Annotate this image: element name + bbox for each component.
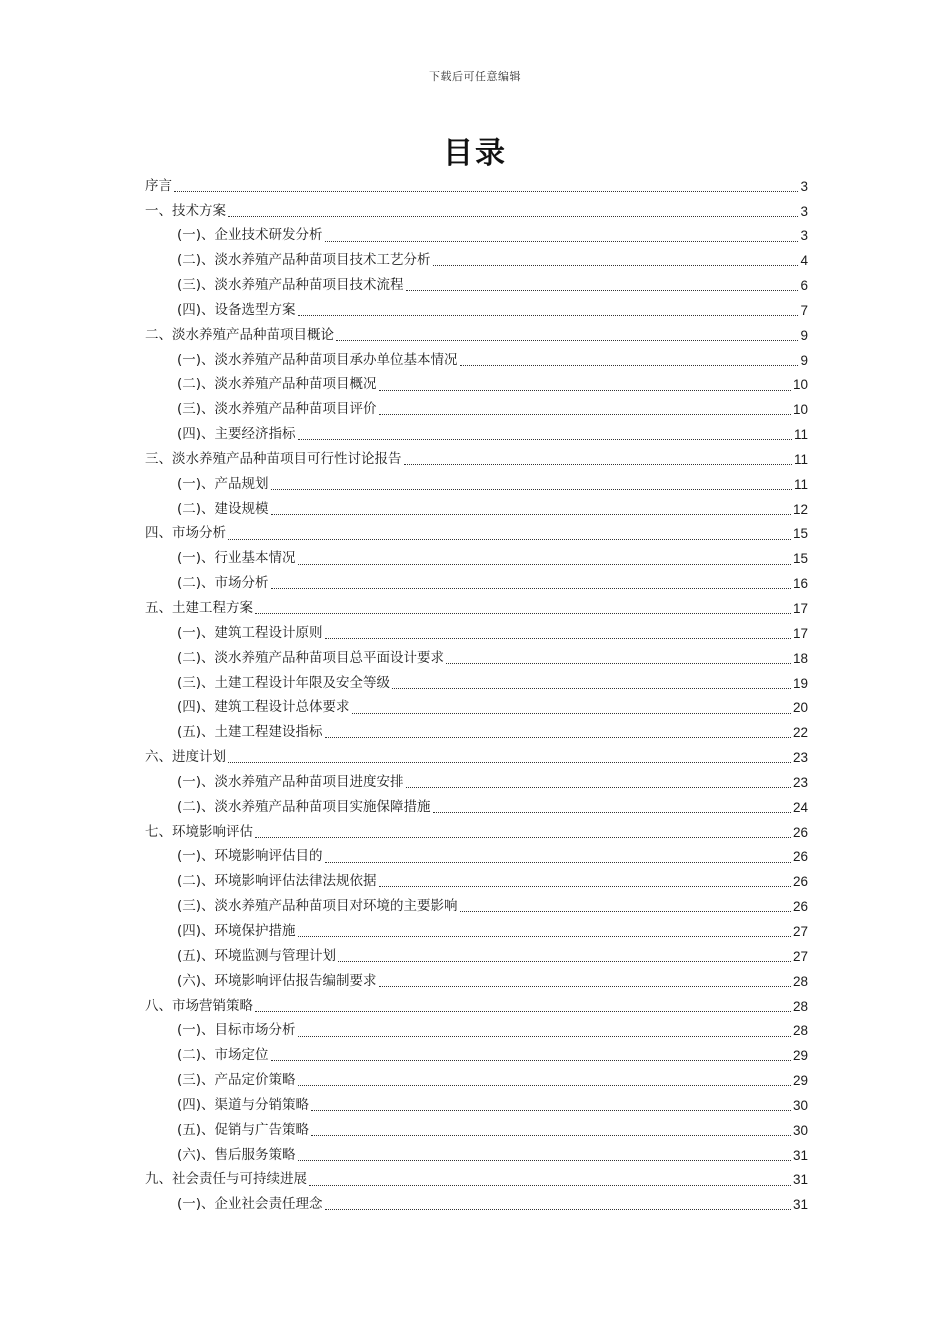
- toc-subentry[interactable]: [145, 1093, 808, 1118]
- dot-leader: [446, 662, 791, 664]
- dot-leader: [404, 463, 792, 465]
- dot-leader: [255, 1010, 791, 1012]
- toc-entry-label: (六)、售后服务策略: [177, 1146, 296, 1163]
- dot-leader: [298, 1035, 791, 1037]
- toc-entry-page-number: 22: [792, 725, 808, 741]
- toc-entry-label: (一)、淡水养殖产品种苗项目进度安排: [177, 773, 404, 790]
- toc-entry-page-number: 19: [792, 675, 808, 691]
- dot-leader: [338, 960, 791, 962]
- header-note: 下载后可任意编辑: [429, 70, 521, 83]
- toc-entry[interactable]: [145, 820, 808, 845]
- dot-leader: [352, 712, 791, 714]
- dot-leader: [298, 1084, 791, 1086]
- dot-leader: [298, 935, 791, 937]
- dot-leader: [228, 761, 791, 763]
- toc-entry-label: (二)、淡水养殖产品种苗项目实施保障措施: [177, 798, 431, 815]
- dot-leader: [325, 861, 791, 863]
- toc-entry-label: (一)、行业基本情况: [177, 550, 296, 567]
- dot-leader: [271, 513, 791, 515]
- toc-entry-page-number: 30: [792, 1097, 808, 1113]
- toc-subentry[interactable]: [145, 572, 808, 597]
- toc-entry[interactable]: [145, 199, 808, 224]
- toc-entry-label: (二)、环境影响评估法律法规依据: [177, 873, 377, 890]
- toc-subentry[interactable]: [145, 870, 808, 895]
- toc-subentry[interactable]: [145, 249, 808, 274]
- toc-entry-page-number: 11: [793, 427, 808, 443]
- toc-entry-page-number: 24: [792, 799, 808, 815]
- toc-entry[interactable]: [145, 596, 808, 621]
- toc-subentry[interactable]: [145, 671, 808, 696]
- toc-entry-label: 六、进度计划: [145, 749, 226, 766]
- toc-subentry[interactable]: [145, 944, 808, 969]
- dot-leader: [228, 538, 791, 540]
- toc-entry-label: (三)、淡水养殖产品种苗项目对环境的主要影响: [177, 898, 458, 915]
- toc-subentry[interactable]: [145, 795, 808, 820]
- toc-entry-page-number: 16: [792, 576, 808, 592]
- toc-entry[interactable]: [145, 745, 808, 770]
- toc-entry-page-number: 27: [792, 923, 808, 939]
- toc-entry-page-number: 9: [800, 327, 808, 343]
- dot-leader: [255, 836, 791, 838]
- dot-leader: [460, 910, 791, 912]
- toc-entry-page-number: 23: [792, 774, 808, 790]
- dot-leader: [311, 1134, 791, 1136]
- dot-leader: [460, 364, 799, 366]
- dot-leader: [325, 1208, 791, 1210]
- toc-entry-page-number: 23: [792, 750, 808, 766]
- dot-leader: [379, 885, 791, 887]
- toc-subentry[interactable]: [145, 1044, 808, 1069]
- toc-subentry[interactable]: [145, 621, 808, 646]
- toc-subentry[interactable]: [145, 894, 808, 919]
- toc-entry-label: (一)、企业技术研发分析: [177, 227, 323, 244]
- toc-entry-page-number: 27: [792, 948, 808, 964]
- dot-leader: [433, 811, 791, 813]
- toc-subentry[interactable]: [145, 1118, 808, 1143]
- toc-entry-page-number: 20: [792, 700, 808, 716]
- toc-subentry[interactable]: [145, 845, 808, 870]
- toc-entry-label: (二)、建设规模: [177, 500, 269, 517]
- toc-entry-page-number: 26: [792, 824, 808, 840]
- dot-leader: [379, 413, 791, 415]
- toc-entry-label: (二)、淡水养殖产品种苗项目概况: [177, 376, 377, 393]
- toc-entry-page-number: 7: [800, 302, 808, 318]
- toc-entry-label: 八、市场营销策略: [145, 997, 253, 1014]
- toc-entry-page-number: 15: [792, 551, 808, 567]
- toc-entry[interactable]: [145, 522, 808, 547]
- dot-leader: [433, 264, 799, 266]
- toc-entry-page-number: 15: [792, 526, 808, 542]
- dot-leader: [298, 314, 799, 316]
- toc-entry-page-number: 28: [792, 998, 808, 1014]
- toc-entry-page-number: 26: [792, 899, 808, 915]
- toc-entry-page-number: 30: [792, 1122, 808, 1138]
- toc-entry-page-number: 17: [792, 601, 808, 617]
- toc-entry-page-number: 10: [792, 402, 808, 418]
- toc-entry-page-number: 18: [792, 650, 808, 666]
- toc-entry-label: (一)、淡水养殖产品种苗项目承办单位基本情况: [177, 351, 458, 368]
- toc-entry-label: (三)、淡水养殖产品种苗项目技术流程: [177, 277, 404, 294]
- toc-entry-page-number: 11: [793, 476, 808, 492]
- dot-leader: [325, 637, 791, 639]
- toc-entry-label: 二、淡水养殖产品种苗项目概论: [145, 326, 334, 343]
- toc-entry-page-number: 31: [792, 1197, 808, 1213]
- toc-entry-page-number: 9: [800, 352, 808, 368]
- toc-entry-label: (四)、主要经济指标: [177, 426, 296, 443]
- dot-leader: [228, 215, 798, 217]
- toc-subentry[interactable]: [145, 547, 808, 572]
- toc-entry-label: (一)、目标市场分析: [177, 1022, 296, 1039]
- toc-subentry[interactable]: [145, 273, 808, 298]
- toc-entry-label: (三)、淡水养殖产品种苗项目评价: [177, 401, 377, 418]
- dot-leader: [298, 438, 792, 440]
- toc-subentry[interactable]: [145, 969, 808, 994]
- toc-entry-page-number: 17: [792, 625, 808, 641]
- toc-entry[interactable]: [145, 447, 808, 472]
- toc-entry-page-number: 3: [800, 178, 808, 194]
- toc-subentry[interactable]: [145, 472, 808, 497]
- toc-entry-page-number: 10: [792, 377, 808, 393]
- toc-entry-page-number: 12: [792, 501, 808, 517]
- toc-entry-label: 四、市场分析: [145, 525, 226, 542]
- toc-entry-label: (二)、市场定位: [177, 1047, 269, 1064]
- toc-entry-label: (六)、环境影响评估报告编制要求: [177, 972, 377, 989]
- toc-subentry[interactable]: [145, 646, 808, 671]
- toc-entry[interactable]: [145, 1168, 808, 1193]
- toc-entry-page-number: 3: [800, 228, 808, 244]
- page-title: 目录: [443, 136, 507, 171]
- dot-leader: [406, 289, 799, 291]
- toc-entry-label: (一)、企业社会责任理念: [177, 1196, 323, 1213]
- toc-entry-label: (四)、渠道与分销策略: [177, 1096, 310, 1113]
- toc-subentry[interactable]: [145, 398, 808, 423]
- dot-leader: [298, 563, 791, 565]
- dot-leader: [271, 587, 791, 589]
- toc-entry-label: (一)、建筑工程设计原则: [177, 624, 323, 641]
- dot-leader: [298, 1159, 791, 1161]
- dot-leader: [379, 985, 791, 987]
- dot-leader: [325, 240, 799, 242]
- toc-entry-page-number: 29: [792, 1048, 808, 1064]
- toc-entry-label: (四)、建筑工程设计总体要求: [177, 699, 350, 716]
- toc-subentry[interactable]: [145, 298, 808, 323]
- dot-leader: [379, 389, 791, 391]
- toc-entry-label: (四)、设备选型方案: [177, 301, 296, 318]
- toc-subentry[interactable]: [145, 373, 808, 398]
- toc-subentry[interactable]: [145, 770, 808, 795]
- dot-leader: [392, 687, 791, 689]
- dot-leader: [271, 1059, 791, 1061]
- toc-entry-label: (二)、淡水养殖产品种苗项目技术工艺分析: [177, 252, 431, 269]
- toc-entry-label: (二)、淡水养殖产品种苗项目总平面设计要求: [177, 649, 445, 666]
- toc-subentry[interactable]: [145, 497, 808, 522]
- toc-subentry[interactable]: [145, 1143, 808, 1168]
- toc-subentry[interactable]: [145, 422, 808, 447]
- toc-entry-page-number: 26: [792, 874, 808, 890]
- dot-leader: [311, 1109, 791, 1111]
- toc-entry-page-number: 28: [792, 973, 808, 989]
- toc-entry-label: 五、土建工程方案: [145, 600, 253, 617]
- toc-subentry[interactable]: [145, 1019, 808, 1044]
- toc-subentry[interactable]: [145, 721, 808, 746]
- dot-leader: [255, 612, 791, 614]
- toc-entry-page-number: 6: [800, 278, 808, 294]
- toc-entry-page-number: 11: [793, 451, 808, 467]
- toc-entry-label: (三)、土建工程设计年限及安全等级: [177, 674, 391, 691]
- toc-entry-page-number: 4: [800, 253, 808, 269]
- dot-leader: [174, 190, 798, 192]
- toc-subentry[interactable]: [145, 1068, 808, 1093]
- toc-entry-label: (一)、环境影响评估目的: [177, 848, 323, 865]
- toc-entry[interactable]: [145, 323, 808, 348]
- toc-subentry[interactable]: [145, 696, 808, 721]
- dot-leader: [325, 736, 791, 738]
- toc-entry-label: (二)、市场分析: [177, 575, 269, 592]
- toc-entry-page-number: 29: [792, 1073, 808, 1089]
- dot-leader: [406, 786, 791, 788]
- toc-entry-page-number: 28: [792, 1023, 808, 1039]
- toc-entry-label: (一)、产品规划: [177, 475, 269, 492]
- toc-subentry[interactable]: [145, 919, 808, 944]
- toc-subentry[interactable]: [145, 1193, 808, 1218]
- toc-subentry[interactable]: [145, 348, 808, 373]
- dot-leader: [271, 488, 792, 490]
- dot-leader: [309, 1184, 791, 1186]
- table-of-contents: [145, 174, 808, 1217]
- toc-entry-label: (四)、环境保护措施: [177, 922, 296, 939]
- toc-entry-label: 三、淡水养殖产品种苗项目可行性讨论报告: [145, 450, 402, 467]
- toc-entry-page-number: 26: [792, 849, 808, 865]
- toc-entry-label: 七、环境影响评估: [145, 823, 253, 840]
- toc-entry-label: 九、社会责任与可持续进展: [145, 1171, 307, 1188]
- toc-entry-label: (五)、促销与广告策略: [177, 1121, 310, 1138]
- toc-entry-page-number: 31: [792, 1147, 808, 1163]
- toc-entry-page-number: 31: [792, 1172, 808, 1188]
- toc-entry-label: 一、技术方案: [145, 202, 226, 219]
- toc-entry-label: (五)、环境监测与管理计划: [177, 947, 337, 964]
- toc-entry-label: (三)、产品定价策略: [177, 1072, 296, 1089]
- toc-entry[interactable]: [145, 174, 808, 199]
- toc-subentry[interactable]: [145, 224, 808, 249]
- dot-leader: [336, 339, 798, 341]
- toc-entry-page-number: 3: [800, 203, 808, 219]
- toc-entry-label: 序言: [145, 177, 172, 194]
- toc-entry-label: (五)、土建工程建设指标: [177, 724, 323, 741]
- toc-entry[interactable]: [145, 994, 808, 1019]
